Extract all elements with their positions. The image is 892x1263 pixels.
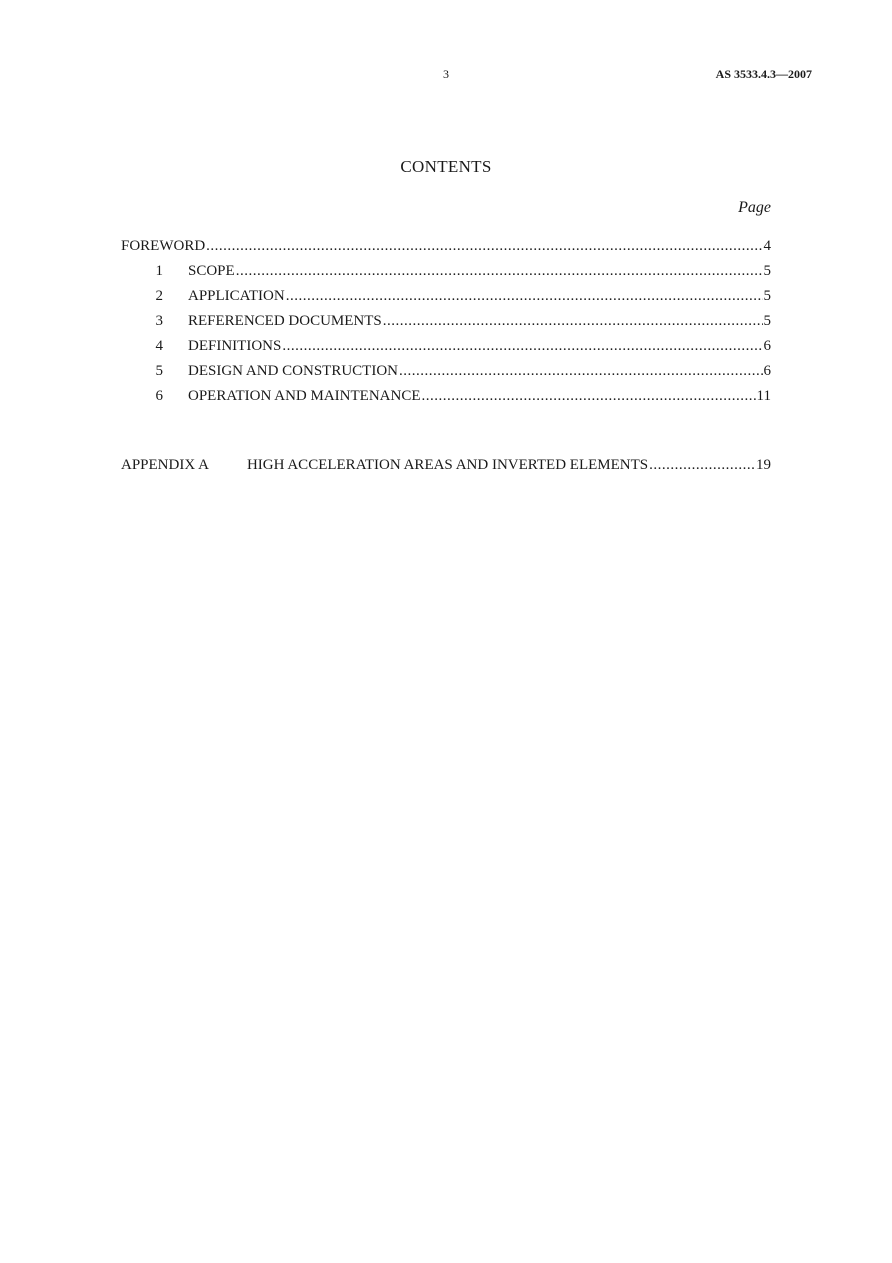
toc-entry-page: 4	[763, 238, 771, 254]
toc-entry-text: HIGH ACCELERATION AREAS AND INVERTED ELEMENTS	[246, 457, 649, 473]
contents-title: CONTENTS	[400, 157, 492, 176]
toc-entry-number: 3	[155, 313, 163, 329]
toc-entry-appendix-a[interactable]	[121, 457, 771, 482]
dot-leader	[399, 363, 762, 380]
dot-leader	[383, 313, 763, 330]
toc-entry-page: 5	[763, 313, 771, 329]
toc-entry-page: 11	[756, 388, 771, 404]
toc-entry-text: APPLICATION	[188, 288, 285, 304]
toc-entry-page: 6	[763, 338, 771, 354]
toc-entry-referenced-documents[interactable]	[121, 313, 771, 338]
dot-leader	[282, 338, 762, 355]
toc-entry-foreword[interactable]	[121, 238, 771, 263]
document-id: AS 3533.4.3—2007	[715, 67, 812, 81]
toc-entry-number: 1	[155, 263, 163, 279]
toc-entry-definitions[interactable]	[121, 338, 771, 363]
toc-appendix-label: APPENDIX A	[121, 457, 209, 473]
toc-entry-text: DEFINITIONS	[188, 338, 282, 354]
table-of-contents	[121, 238, 771, 482]
toc-entry-page: 5	[763, 263, 771, 279]
dot-leader	[422, 388, 756, 405]
toc-spacer	[121, 413, 771, 457]
toc-entry-number: 6	[155, 388, 163, 404]
toc-entry-text: REFERENCED DOCUMENTS	[188, 313, 382, 329]
toc-entry-number: 2	[155, 288, 163, 304]
toc-entry-page: 6	[763, 363, 771, 379]
toc-entry-text: OPERATION AND MAINTENANCE	[188, 388, 421, 404]
toc-entry-scope[interactable]	[121, 263, 771, 288]
toc-entry-page: 19	[756, 457, 771, 473]
dot-leader	[206, 238, 762, 255]
dot-leader	[649, 457, 755, 474]
toc-entry-text: DESIGN AND CONSTRUCTION	[188, 363, 399, 379]
page-column-label: Page	[738, 199, 771, 216]
toc-entry-text: SCOPE	[188, 263, 235, 279]
dot-leader	[286, 288, 763, 305]
toc-entry-number: 4	[155, 338, 163, 354]
toc-entry-operation-and-maintenance[interactable]	[121, 388, 771, 413]
toc-entry-number: 5	[155, 363, 163, 379]
page-number: 3	[443, 67, 449, 81]
toc-entry-design-and-construction[interactable]	[121, 363, 771, 388]
toc-entry-text: FOREWORD	[121, 238, 206, 254]
toc-entry-application[interactable]	[121, 288, 771, 313]
dot-leader	[236, 263, 763, 280]
toc-entry-page: 5	[763, 288, 771, 304]
